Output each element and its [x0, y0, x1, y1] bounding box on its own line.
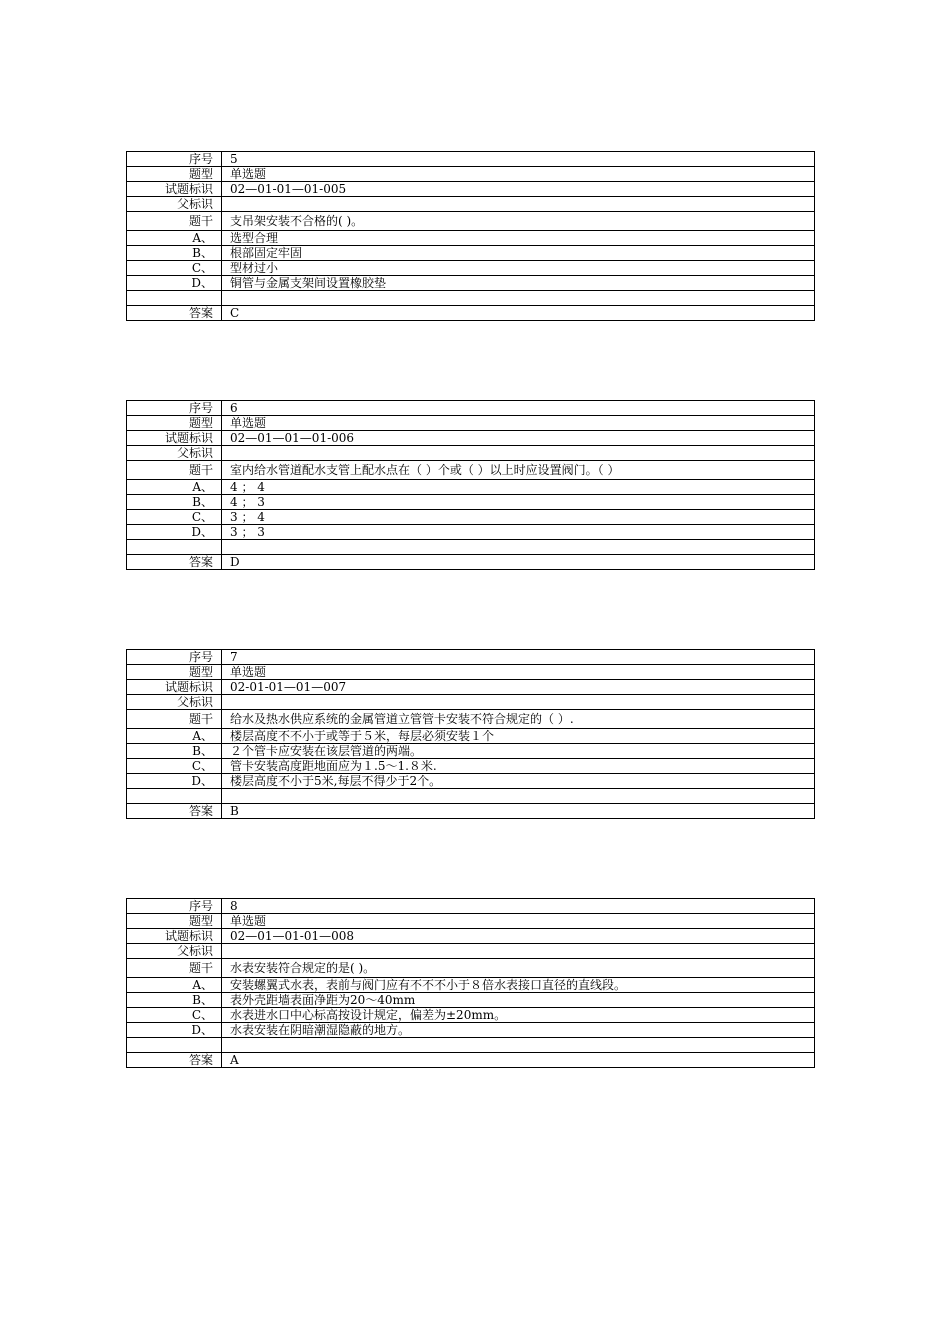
- row-parent: [127, 446, 815, 461]
- label-answer: 答案: [127, 306, 222, 321]
- value-id: 02—01—01-01—008: [222, 929, 815, 944]
- row-option-a: [127, 978, 815, 993]
- label-option-b: B、: [127, 495, 222, 510]
- row-stem: [127, 710, 815, 729]
- label-option-c: C、: [127, 261, 222, 276]
- label-type: 题型: [127, 416, 222, 431]
- row-option-b: [127, 744, 815, 759]
- row-option-b: [127, 495, 815, 510]
- row-seq: [127, 899, 815, 914]
- label-option-c: C、: [127, 759, 222, 774]
- row-option-c: [127, 510, 815, 525]
- question-table-8: [126, 898, 815, 1068]
- value-answer: D: [222, 555, 815, 570]
- question-table-6: [126, 400, 815, 570]
- row-option-a: [127, 480, 815, 495]
- label-stem: 题干: [127, 461, 222, 480]
- value-option-b: ２个管卡应安装在该层管道的两端。: [222, 744, 815, 759]
- row-option-b: [127, 246, 815, 261]
- value-option-c: 水表进水口中心标高按设计规定，偏差为±20mm。: [222, 1008, 815, 1023]
- row-id: [127, 182, 815, 197]
- value-id: 02—01—01—01-006: [222, 431, 815, 446]
- label-id: 试题标识: [127, 431, 222, 446]
- row-parent: [127, 197, 815, 212]
- label-seq: 序号: [127, 650, 222, 665]
- value-answer: B: [222, 804, 815, 819]
- label-blank: [127, 540, 222, 555]
- row-option-c: [127, 759, 815, 774]
- value-option-a: 选型合理: [222, 231, 815, 246]
- label-option-a: A、: [127, 978, 222, 993]
- label-option-d: D、: [127, 525, 222, 540]
- row-blank: [127, 789, 815, 804]
- row-option-c: [127, 261, 815, 276]
- label-parent: 父标识: [127, 446, 222, 461]
- row-type: [127, 665, 815, 680]
- value-option-c: 型材过小: [222, 261, 815, 276]
- value-parent: [222, 695, 815, 710]
- label-type: 题型: [127, 914, 222, 929]
- label-option-d: D、: [127, 774, 222, 789]
- row-stem: [127, 959, 815, 978]
- row-option-c: [127, 1008, 815, 1023]
- row-seq: [127, 152, 815, 167]
- value-stem: 给水及热水供应系统的金属管道立管管卡安装不符合规定的（ ）.: [222, 710, 815, 729]
- label-option-c: C、: [127, 1008, 222, 1023]
- row-parent: [127, 944, 815, 959]
- value-option-b: 根部固定牢固: [222, 246, 815, 261]
- label-option-a: A、: [127, 480, 222, 495]
- value-option-c: 管卡安装高度距地面应为１.5～1.８米.: [222, 759, 815, 774]
- label-parent: 父标识: [127, 695, 222, 710]
- row-option-b: [127, 993, 815, 1008]
- row-type: [127, 167, 815, 182]
- label-option-a: A、: [127, 231, 222, 246]
- row-blank: [127, 291, 815, 306]
- row-stem: [127, 212, 815, 231]
- row-id: [127, 929, 815, 944]
- row-option-d: [127, 276, 815, 291]
- row-type: [127, 416, 815, 431]
- value-id: 02-01-01—01—007: [222, 680, 815, 695]
- value-option-a: 楼层高度不不小于或等于５米，每层必须安装１个: [222, 729, 815, 744]
- value-blank: [222, 789, 815, 804]
- label-stem: 题干: [127, 959, 222, 978]
- row-option-a: [127, 729, 815, 744]
- value-stem: 水表安装符合规定的是( )。: [222, 959, 815, 978]
- value-type: 单选题: [222, 914, 815, 929]
- value-blank: [222, 540, 815, 555]
- label-id: 试题标识: [127, 680, 222, 695]
- label-option-a: A、: [127, 729, 222, 744]
- value-type: 单选题: [222, 416, 815, 431]
- label-type: 题型: [127, 665, 222, 680]
- label-answer: 答案: [127, 555, 222, 570]
- question-table-5: [126, 151, 815, 321]
- row-id: [127, 431, 815, 446]
- value-option-d: 楼层高度不小于5米,每层不得少于2个。: [222, 774, 815, 789]
- row-seq: [127, 650, 815, 665]
- value-seq: 8: [222, 899, 815, 914]
- value-option-a: 安装螺翼式水表，表前与阀门应有不不不小于８倍水表接口直径的直线段。: [222, 978, 815, 993]
- value-option-d: 水表安装在阴暗潮湿隐蔽的地方。: [222, 1023, 815, 1038]
- value-option-c: 3 ； 4: [222, 510, 815, 525]
- label-answer: 答案: [127, 1053, 222, 1068]
- value-blank: [222, 291, 815, 306]
- value-stem: 支吊架安装不合格的( )。: [222, 212, 815, 231]
- label-type: 题型: [127, 167, 222, 182]
- row-seq: [127, 401, 815, 416]
- label-parent: 父标识: [127, 197, 222, 212]
- label-seq: 序号: [127, 899, 222, 914]
- value-parent: [222, 197, 815, 212]
- value-seq: 6: [222, 401, 815, 416]
- value-option-b: 表外壳距墙表面净距为20～40mm: [222, 993, 815, 1008]
- value-parent: [222, 944, 815, 959]
- row-id: [127, 680, 815, 695]
- value-seq: 5: [222, 152, 815, 167]
- label-blank: [127, 291, 222, 306]
- value-option-a: 4 ； 4: [222, 480, 815, 495]
- value-option-b: 4 ； 3: [222, 495, 815, 510]
- question-table-7: [126, 649, 815, 819]
- row-option-d: [127, 525, 815, 540]
- value-option-d: 铜管与金属支架间设置橡胶垫: [222, 276, 815, 291]
- row-blank: [127, 540, 815, 555]
- label-answer: 答案: [127, 804, 222, 819]
- row-parent: [127, 695, 815, 710]
- value-seq: 7: [222, 650, 815, 665]
- label-option-b: B、: [127, 744, 222, 759]
- row-answer: [127, 1053, 815, 1068]
- row-option-d: [127, 774, 815, 789]
- label-option-c: C、: [127, 510, 222, 525]
- label-blank: [127, 1038, 222, 1053]
- label-option-b: B、: [127, 246, 222, 261]
- label-id: 试题标识: [127, 929, 222, 944]
- label-blank: [127, 789, 222, 804]
- value-parent: [222, 446, 815, 461]
- label-option-d: D、: [127, 1023, 222, 1038]
- row-answer: [127, 555, 815, 570]
- value-blank: [222, 1038, 815, 1053]
- label-parent: 父标识: [127, 944, 222, 959]
- row-option-d: [127, 1023, 815, 1038]
- row-option-a: [127, 231, 815, 246]
- label-stem: 题干: [127, 710, 222, 729]
- label-option-b: B、: [127, 993, 222, 1008]
- row-stem: [127, 461, 815, 480]
- value-stem: 室内给水管道配水支管上配水点在（ ）个或（ ）以上时应设置阀门。（ ）: [222, 461, 815, 480]
- value-answer: C: [222, 306, 815, 321]
- value-option-d: 3 ； 3: [222, 525, 815, 540]
- value-type: 单选题: [222, 665, 815, 680]
- row-blank: [127, 1038, 815, 1053]
- row-answer: [127, 804, 815, 819]
- value-answer: A: [222, 1053, 815, 1068]
- label-option-d: D、: [127, 276, 222, 291]
- label-seq: 序号: [127, 401, 222, 416]
- label-id: 试题标识: [127, 182, 222, 197]
- label-stem: 题干: [127, 212, 222, 231]
- value-type: 单选题: [222, 167, 815, 182]
- row-type: [127, 914, 815, 929]
- row-answer: [127, 306, 815, 321]
- label-seq: 序号: [127, 152, 222, 167]
- value-id: 02—01-01—01-005: [222, 182, 815, 197]
